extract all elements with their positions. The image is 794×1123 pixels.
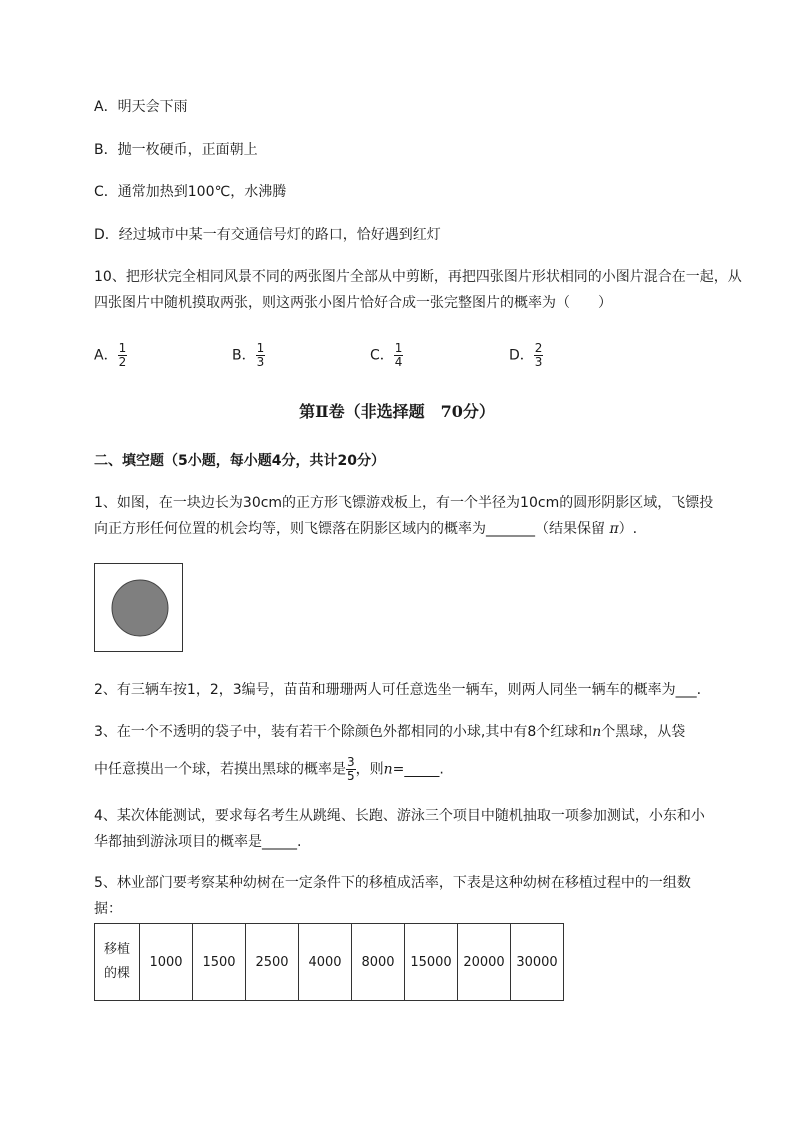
f1-text-line2: 向正方形任何位置的机会均等，则飞镖落在阴影区域内的概率为_______（结果保留 π）. [94, 521, 638, 537]
q10-text-line2: 四张图片中随机摸取两张，则这两张小图片恰好合成一张完整图片的概率为（ ） [94, 295, 612, 311]
fraction: $\frac{1}{4}$ [394, 341, 403, 369]
table-cell: 1500 [193, 924, 246, 1001]
option-d: D．经过城市中某一有交通信号灯的路口，恰好遇到红灯 [94, 227, 441, 243]
q10-option-d [509, 342, 543, 369]
option-label: D． [509, 347, 534, 364]
f3-text-line1: 3、在一个不透明的袋子中，装有若干个除颜色外都相同的小球,其中有8个红球和n个黑球，从袋 [94, 724, 686, 740]
variable-n: n [383, 761, 393, 778]
q10-option-a [94, 342, 127, 369]
f4-text-line2: 华都抽到游泳项目的概率是_____. [94, 834, 302, 850]
dartboard-figure [94, 563, 183, 652]
q10-text-line1: 10、把形状完全相同风景不同的两张图片全部从中剪断，再把四张图片形状相同的小图片混合在一起，从 [94, 269, 742, 285]
f3-text-line2: 中任意摸出一个球，若摸出黑球的概率是 $\frac{3}{5}$ ，则n=_____. [94, 755, 444, 783]
option-b: B．抛一枚硬币，正面朝上 [94, 142, 258, 158]
f5-text-line1: 5、林业部门要考察某种幼树在一定条件下的移植成活率，下表是这种幼树在移植过程中的一组数 [94, 875, 691, 891]
table-cell: 20000 [458, 924, 511, 1001]
fraction: $\frac{3}{5}$ [347, 755, 355, 783]
table-cell: 2500 [246, 924, 299, 1001]
f2-text: 2、有三辆车按1，2，3编号，苗苗和珊珊两人可任意选坐一辆车，则两人同坐一辆车的概率为___. [94, 682, 702, 698]
fraction: $\frac{1}{2}$ [118, 341, 127, 369]
transplant-table [94, 923, 564, 1001]
fraction: $\frac{1}{3}$ [256, 341, 265, 369]
table-cell: 8000 [352, 924, 405, 1001]
option-label: A． [94, 347, 118, 364]
section-title: 第Ⅱ卷（非选择题 70分） [299, 402, 495, 421]
q10-option-c [370, 342, 403, 369]
dartboard-svg [95, 564, 184, 653]
table-header-cell: 移植 的棵 [95, 924, 140, 1001]
table-cell: 30000 [511, 924, 564, 1001]
option-label: B． [232, 347, 256, 364]
q10-option-b [232, 342, 265, 369]
table-cell: 4000 [299, 924, 352, 1001]
f4-text-line1: 4、某次体能测试，要求每名考生从跳绳、长跑、游泳三个项目中随机抽取一项参加测试，小东和小 [94, 808, 705, 824]
f1-text-line1: 1、如图，在一块边长为30cm的正方形飞镖游戏板上，有一个半径为10cm的圆形阴影区域，飞镖投 [94, 495, 714, 511]
pi-symbol: π [609, 521, 619, 537]
section-heading: 二、填空题（5小题，每小题4分，共计20分） [94, 453, 385, 469]
table-cell: 1000 [140, 924, 193, 1001]
variable-n: n [592, 724, 602, 740]
option-c: C．通常加热到100℃，水沸腾 [94, 184, 287, 200]
fraction: $\frac{2}{3}$ [534, 341, 543, 369]
option-label: C． [370, 347, 394, 364]
table-cell: 15000 [405, 924, 458, 1001]
option-a: A．明天会下雨 [94, 99, 188, 115]
shaded-circle [112, 580, 168, 636]
table-row [95, 924, 564, 1001]
f5-text-line2: 据： [94, 901, 122, 917]
